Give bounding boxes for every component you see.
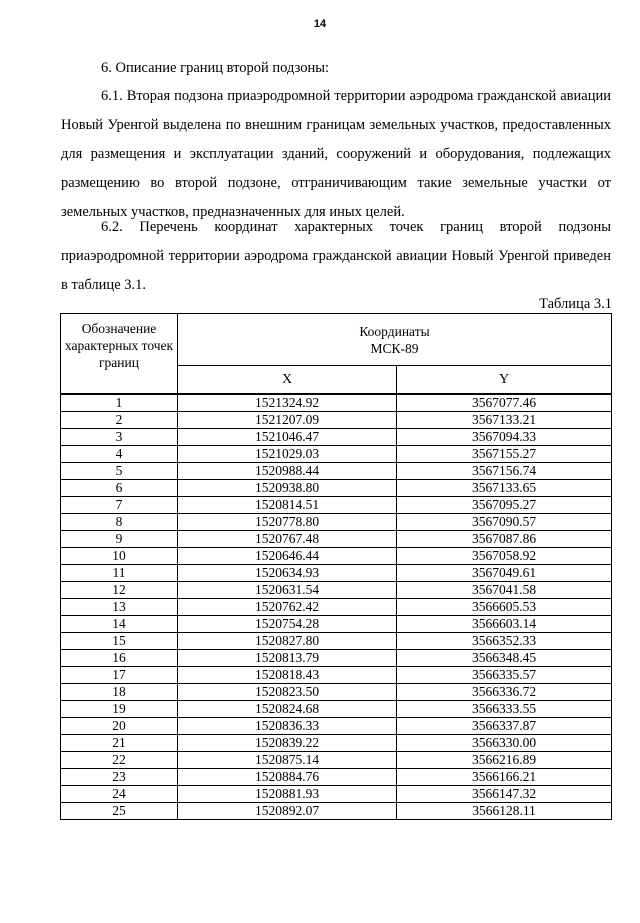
table-row <box>61 429 612 446</box>
point-number-cell: 15 <box>61 633 178 650</box>
x-coordinate-cell: 1520938.80 <box>178 480 397 497</box>
y-coordinate-cell: 3567133.65 <box>397 480 612 497</box>
header-coordinates-title: Координаты <box>359 323 430 339</box>
y-coordinate-cell: 3566352.33 <box>397 633 612 650</box>
point-number-cell: 9 <box>61 531 178 548</box>
y-coordinate-cell: 3567041.58 <box>397 582 612 599</box>
x-coordinate-cell: 1520892.07 <box>178 803 397 820</box>
table-row <box>61 412 612 429</box>
point-number-cell: 7 <box>61 497 178 514</box>
table-row <box>61 735 612 752</box>
y-coordinate-cell: 3567090.57 <box>397 514 612 531</box>
table-row <box>61 752 612 769</box>
point-number-cell: 3 <box>61 429 178 446</box>
header-x: X <box>178 366 397 394</box>
y-coordinate-cell: 3567094.33 <box>397 429 612 446</box>
table-row <box>61 718 612 735</box>
table-row <box>61 599 612 616</box>
point-number-cell: 5 <box>61 463 178 480</box>
header-y: Y <box>397 366 612 394</box>
y-coordinate-cell: 3567155.27 <box>397 446 612 463</box>
table-row <box>61 786 612 803</box>
y-coordinate-cell: 3567095.27 <box>397 497 612 514</box>
x-coordinate-cell: 1520875.14 <box>178 752 397 769</box>
x-coordinate-cell: 1520884.76 <box>178 769 397 786</box>
table-row <box>61 769 612 786</box>
y-coordinate-cell: 3566333.55 <box>397 701 612 718</box>
table-row <box>61 531 612 548</box>
table-row <box>61 701 612 718</box>
point-number-cell: 20 <box>61 718 178 735</box>
point-number-cell: 22 <box>61 752 178 769</box>
x-coordinate-cell: 1520646.44 <box>178 548 397 565</box>
point-number-cell: 10 <box>61 548 178 565</box>
y-coordinate-cell: 3566603.14 <box>397 616 612 633</box>
section-heading: 6. Описание границ второй подзоны: <box>101 60 329 76</box>
x-coordinate-cell: 1520634.93 <box>178 565 397 582</box>
y-coordinate-cell: 3566147.32 <box>397 786 612 803</box>
table-row <box>61 463 612 480</box>
point-number-cell: 19 <box>61 701 178 718</box>
x-coordinate-cell: 1520778.80 <box>178 514 397 531</box>
y-coordinate-cell: 3566216.89 <box>397 752 612 769</box>
table-row <box>61 446 612 463</box>
point-number-cell: 21 <box>61 735 178 752</box>
x-coordinate-cell: 1520767.48 <box>178 531 397 548</box>
x-coordinate-cell: 1520988.44 <box>178 463 397 480</box>
y-coordinate-cell: 3566336.72 <box>397 684 612 701</box>
y-coordinate-cell: 3567049.61 <box>397 565 612 582</box>
point-number-cell: 14 <box>61 616 178 633</box>
point-number-cell: 11 <box>61 565 178 582</box>
x-coordinate-cell: 1520818.43 <box>178 667 397 684</box>
point-number-cell: 16 <box>61 650 178 667</box>
point-number-cell: 23 <box>61 769 178 786</box>
table-row <box>61 650 612 667</box>
point-number-cell: 13 <box>61 599 178 616</box>
point-number-cell: 18 <box>61 684 178 701</box>
point-number-cell: 24 <box>61 786 178 803</box>
y-coordinate-cell: 3566330.00 <box>397 735 612 752</box>
table-row <box>61 514 612 531</box>
table-body <box>61 394 612 820</box>
y-coordinate-cell: 3566348.45 <box>397 650 612 667</box>
x-coordinate-cell: 1520762.42 <box>178 599 397 616</box>
x-coordinate-cell: 1520836.33 <box>178 718 397 735</box>
paragraph-6-1: 6.1. Вторая подзона приаэродромной территории аэродрома гражданской авиации Новый Уренгой выделена по внешним границам земельных участков, предоставленных для размещения и эксплуатации зданий, сооружений и оборудования, подлежащих размещению во второй подзоне, отграничивающим такие земельные участки от земельных участков, предназначенных для иных целей. <box>61 88 611 220</box>
header-coordinate-system: МСК-89 <box>370 340 419 356</box>
y-coordinate-cell: 3566337.87 <box>397 718 612 735</box>
point-number-cell: 8 <box>61 514 178 531</box>
table-row <box>61 497 612 514</box>
point-number-cell: 6 <box>61 480 178 497</box>
point-number-cell: 17 <box>61 667 178 684</box>
y-coordinate-cell: 3567156.74 <box>397 463 612 480</box>
table-header-row <box>61 314 612 366</box>
y-coordinate-cell: 3566128.11 <box>397 803 612 820</box>
x-coordinate-cell: 1521046.47 <box>178 429 397 446</box>
point-number-cell: 12 <box>61 582 178 599</box>
x-coordinate-cell: 1520839.22 <box>178 735 397 752</box>
y-coordinate-cell: 3566335.57 <box>397 667 612 684</box>
header-coordinates <box>178 314 612 366</box>
y-coordinate-cell: 3567058.92 <box>397 548 612 565</box>
table-row <box>61 667 612 684</box>
x-coordinate-cell: 1520881.93 <box>178 786 397 803</box>
x-coordinate-cell: 1521029.03 <box>178 446 397 463</box>
table-row <box>61 394 612 412</box>
x-coordinate-cell: 1520823.50 <box>178 684 397 701</box>
point-number-cell: 2 <box>61 412 178 429</box>
table-caption: Таблица 3.1 <box>539 296 612 312</box>
table-row <box>61 548 612 565</box>
paragraph-6-2: 6.2. Перечень координат характерных точек границ второй подзоны приаэродромной территории аэродрома гражданской авиации Новый Уренгой приведен в таблице 3.1. <box>61 219 611 293</box>
x-coordinate-cell: 1521324.92 <box>178 394 397 412</box>
table-row <box>61 633 612 650</box>
table-row <box>61 480 612 497</box>
x-coordinate-cell: 1520827.80 <box>178 633 397 650</box>
page-number: 14 <box>313 18 327 30</box>
table-row <box>61 582 612 599</box>
table-row <box>61 565 612 582</box>
y-coordinate-cell: 3567133.21 <box>397 412 612 429</box>
x-coordinate-cell: 1520813.79 <box>178 650 397 667</box>
table-row <box>61 616 612 633</box>
x-coordinate-cell: 1520824.68 <box>178 701 397 718</box>
x-coordinate-cell: 1520814.51 <box>178 497 397 514</box>
y-coordinate-cell: 3567077.46 <box>397 394 612 412</box>
x-coordinate-cell: 1520631.54 <box>178 582 397 599</box>
x-coordinate-cell: 1521207.09 <box>178 412 397 429</box>
point-number-cell: 25 <box>61 803 178 820</box>
coordinates-table <box>60 313 612 820</box>
table-row <box>61 684 612 701</box>
x-coordinate-cell: 1520754.28 <box>178 616 397 633</box>
y-coordinate-cell: 3566605.53 <box>397 599 612 616</box>
y-coordinate-cell: 3567087.86 <box>397 531 612 548</box>
table-row <box>61 803 612 820</box>
point-number-cell: 4 <box>61 446 178 463</box>
y-coordinate-cell: 3566166.21 <box>397 769 612 786</box>
header-points: Обозначение характерных точек границ <box>61 314 178 395</box>
point-number-cell: 1 <box>61 394 178 412</box>
